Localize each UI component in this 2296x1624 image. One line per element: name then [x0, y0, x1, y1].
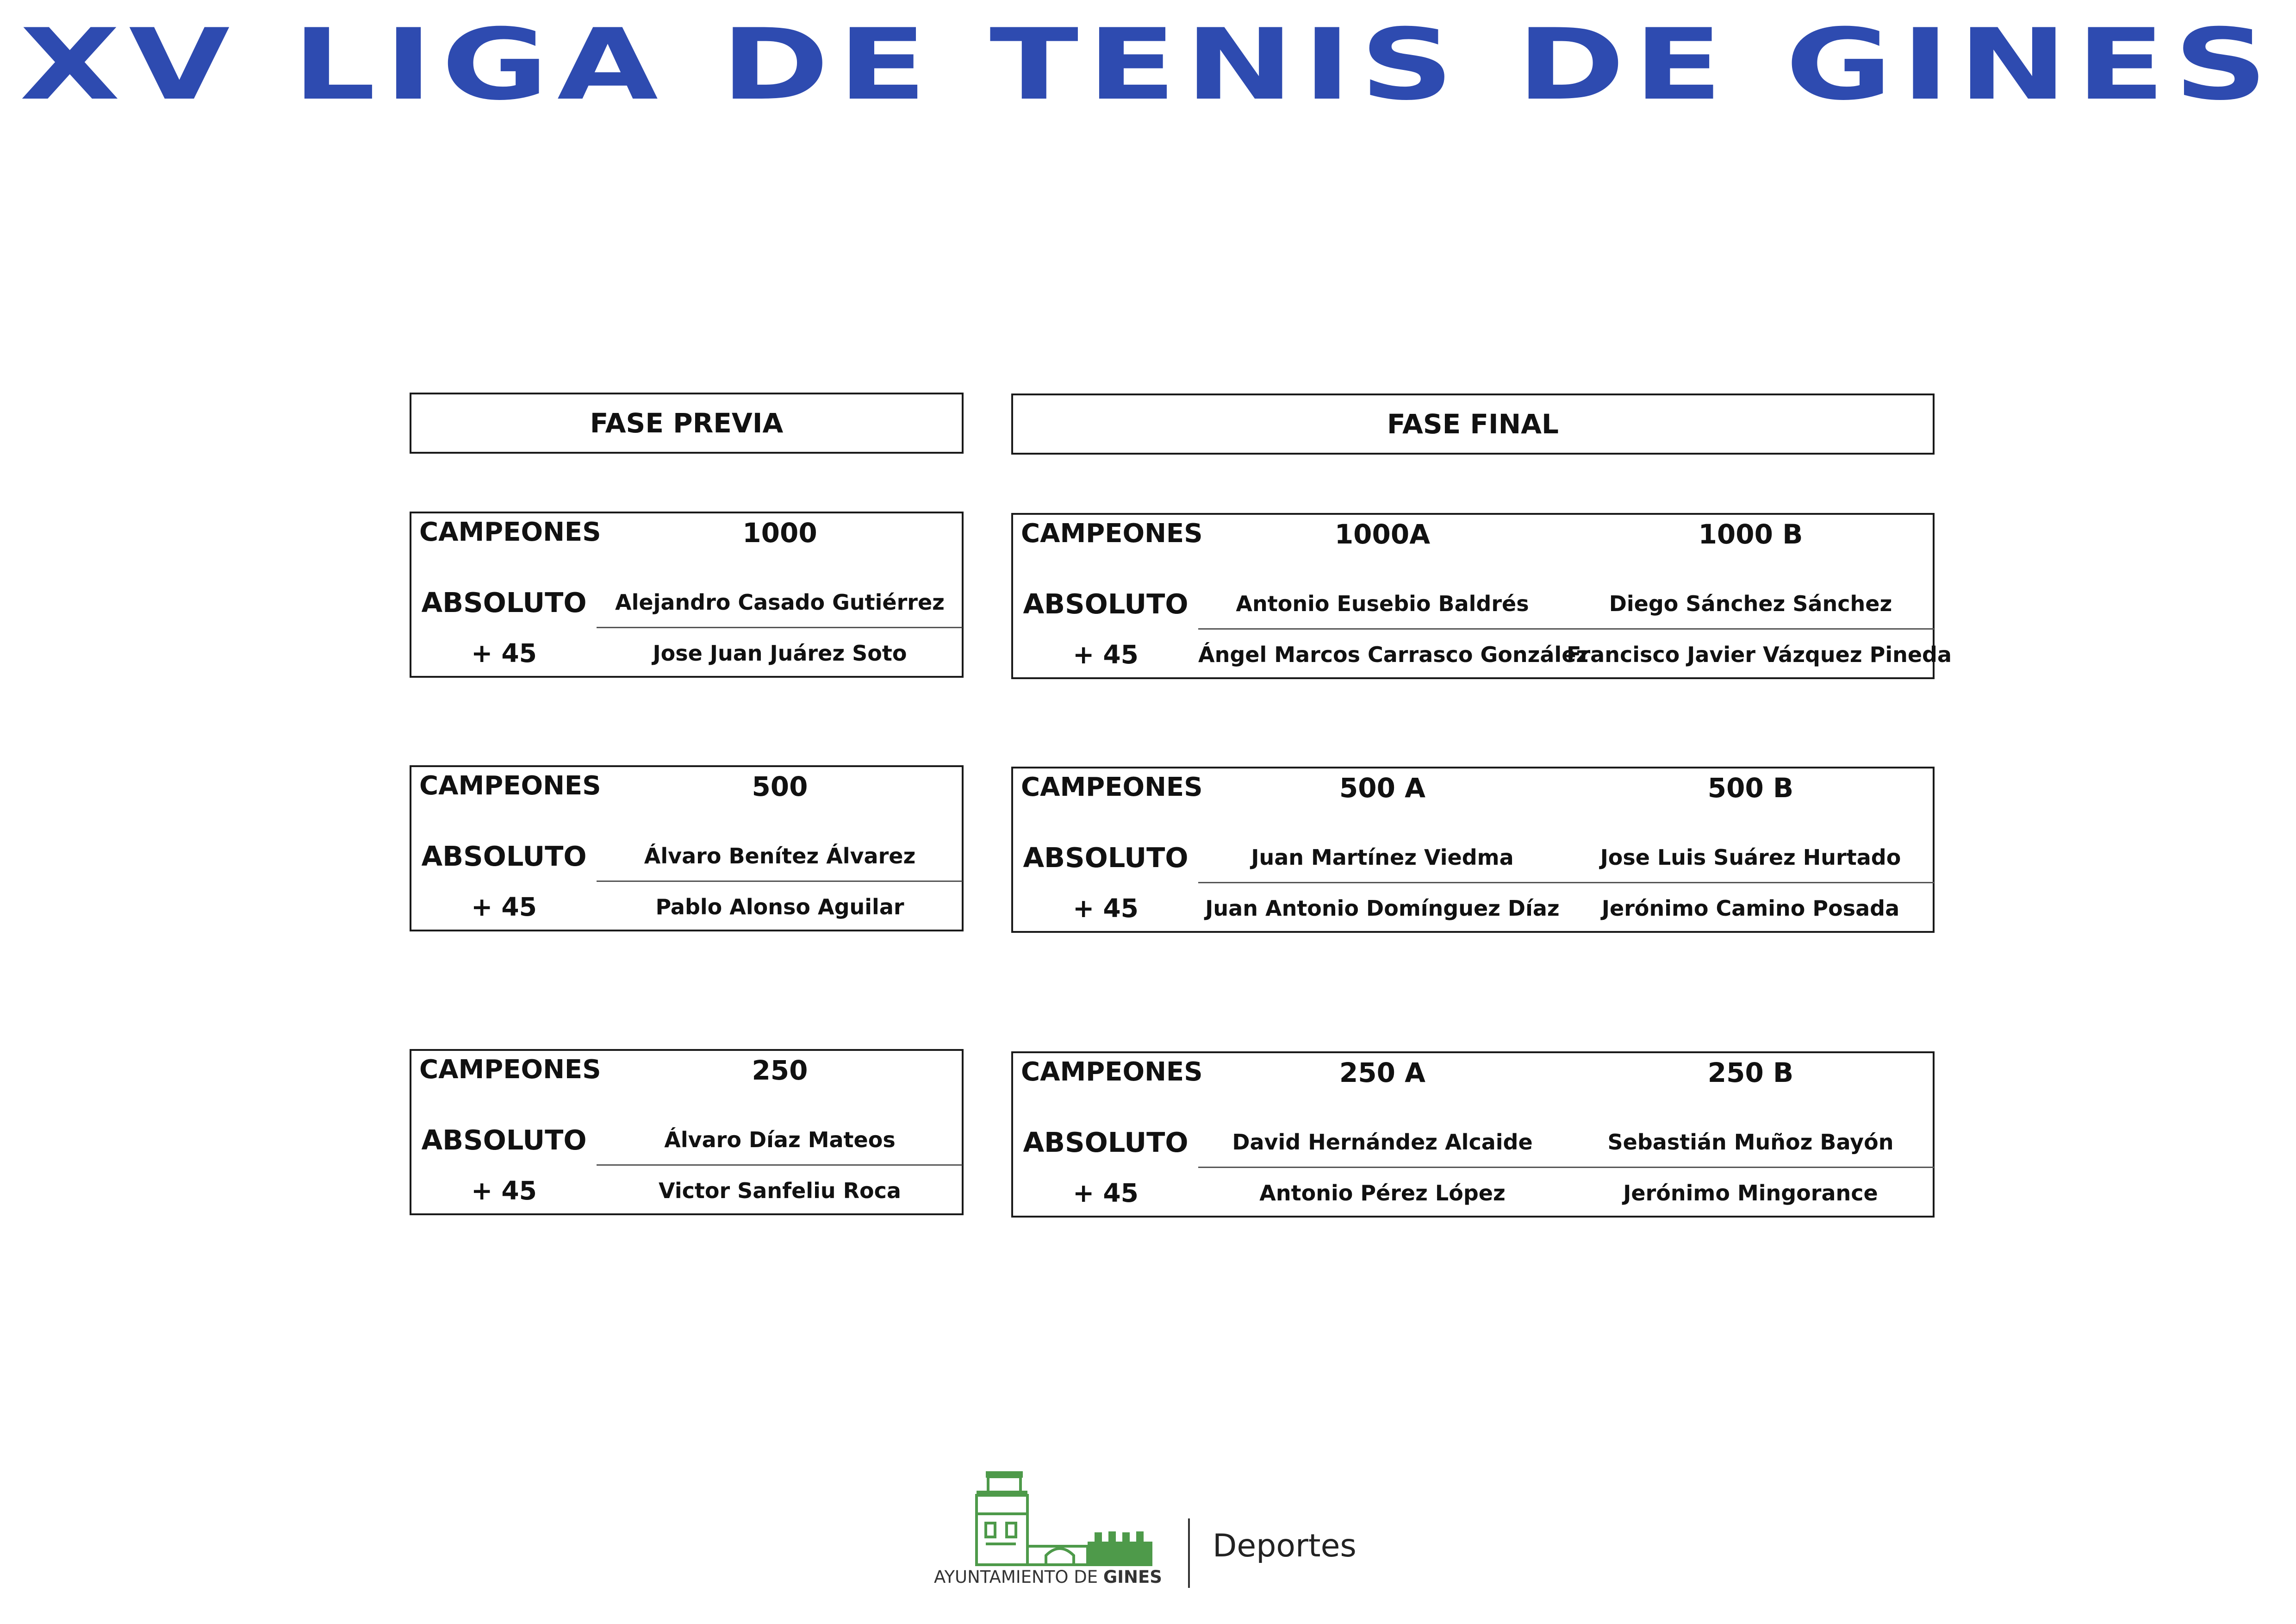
- fase-previa-card-1000: [410, 512, 964, 678]
- absoluto-champion-b: Diego Sánchez Sánchez: [1609, 591, 1892, 616]
- plus45-label: + 45: [471, 1176, 537, 1206]
- absoluto-label: ABSOLUTO: [421, 1124, 587, 1156]
- fase-final-card-500: [1011, 767, 1935, 933]
- footer-logo: [930, 1458, 1370, 1597]
- ayuntamiento-text: AYUNTAMIENTO DE: [934, 1567, 1098, 1587]
- fase-final-header: [1011, 394, 1935, 455]
- absoluto-champion: Álvaro Díaz Mateos: [664, 1127, 896, 1152]
- plus45-champion: Jose Juan Juárez Soto: [653, 641, 907, 666]
- row-divider: [1198, 882, 1934, 883]
- category-500a: 500 A: [1339, 772, 1426, 804]
- plus45-champion-a: Ángel Marcos Carrasco González: [1198, 642, 1589, 667]
- campeones-label: CAMPEONES: [1021, 1057, 1203, 1087]
- fase-final-card-1000: [1011, 513, 1952, 679]
- category-1000: 1000: [742, 517, 817, 549]
- gines-text: GINES: [1103, 1567, 1162, 1587]
- category-250: 250: [752, 1055, 808, 1086]
- row-divider: [597, 881, 962, 882]
- absoluto-label: ABSOLUTO: [1023, 842, 1188, 874]
- fase-final-label: FASE FINAL: [1387, 408, 1559, 440]
- category-1000b: 1000 B: [1698, 518, 1803, 550]
- campeones-label: CAMPEONES: [419, 1055, 601, 1085]
- plus45-champion-a: Juan Antonio Domínguez Díaz: [1205, 896, 1560, 921]
- row-divider: [1198, 628, 1934, 630]
- absoluto-champion-a: David Hernández Alcaide: [1232, 1130, 1533, 1155]
- row-divider: [597, 627, 962, 628]
- category-1000a: 1000A: [1334, 518, 1431, 550]
- plus45-champion-a: Antonio Pérez López: [1259, 1181, 1506, 1206]
- plus45-label: + 45: [1073, 893, 1139, 923]
- absoluto-label: ABSOLUTO: [421, 840, 587, 872]
- fase-previa-card-500: [410, 765, 964, 931]
- category-250b: 250 B: [1707, 1057, 1794, 1088]
- absoluto-champion-b: Jose Luis Suárez Hurtado: [1600, 845, 1901, 870]
- absoluto-champion: Alejandro Casado Gutiérrez: [615, 590, 945, 615]
- campeones-label: CAMPEONES: [419, 517, 601, 547]
- plus45-champion-b: Francisco Javier Vázquez Pineda: [1567, 642, 1952, 667]
- plus45-label: + 45: [471, 892, 537, 922]
- row-divider: [1198, 1167, 1934, 1168]
- plus45-champion-b: Jerónimo Mingorance: [1623, 1181, 1878, 1206]
- category-500: 500: [752, 771, 808, 802]
- plus45-champion: Pablo Alonso Aguilar: [655, 894, 904, 919]
- campeones-label: CAMPEONES: [1021, 772, 1203, 802]
- plus45-champion-b: Jerónimo Camino Posada: [1601, 896, 1900, 921]
- campeones-label: CAMPEONES: [419, 771, 601, 801]
- fase-previa-card-250: [410, 1049, 964, 1215]
- campeones-label: CAMPEONES: [1021, 518, 1203, 549]
- absoluto-label: ABSOLUTO: [1023, 1126, 1188, 1158]
- fase-previa-label: FASE PREVIA: [590, 407, 784, 439]
- fase-previa-header: [410, 393, 964, 454]
- fase-final-card-250: [1011, 1051, 1935, 1218]
- ayuntamiento-label: [934, 1567, 1162, 1587]
- plus45-label: + 45: [1073, 1178, 1139, 1208]
- absoluto-champion-a: Juan Martínez Viedma: [1251, 845, 1514, 870]
- plus45-label: + 45: [1073, 640, 1139, 669]
- absoluto-champion-a: Antonio Eusebio Baldrés: [1236, 591, 1529, 616]
- absoluto-champion-b: Sebastián Muñoz Bayón: [1607, 1130, 1894, 1155]
- absoluto-label: ABSOLUTO: [1023, 588, 1188, 620]
- footer-divider: [1188, 1518, 1190, 1588]
- category-500b: 500 B: [1707, 772, 1794, 804]
- town-hall-logo-icon: [967, 1468, 1152, 1569]
- row-divider: [597, 1164, 962, 1166]
- absoluto-champion: Álvaro Benítez Álvarez: [644, 843, 916, 868]
- page-title: XV LIGA DE TENIS DE GINES: [19, 7, 2277, 122]
- department-label: Deportes: [1213, 1528, 1356, 1564]
- absoluto-label: ABSOLUTO: [421, 587, 587, 618]
- category-250a: 250 A: [1339, 1057, 1426, 1088]
- plus45-label: + 45: [471, 638, 537, 668]
- plus45-champion: Victor Sanfeliu Roca: [659, 1178, 901, 1203]
